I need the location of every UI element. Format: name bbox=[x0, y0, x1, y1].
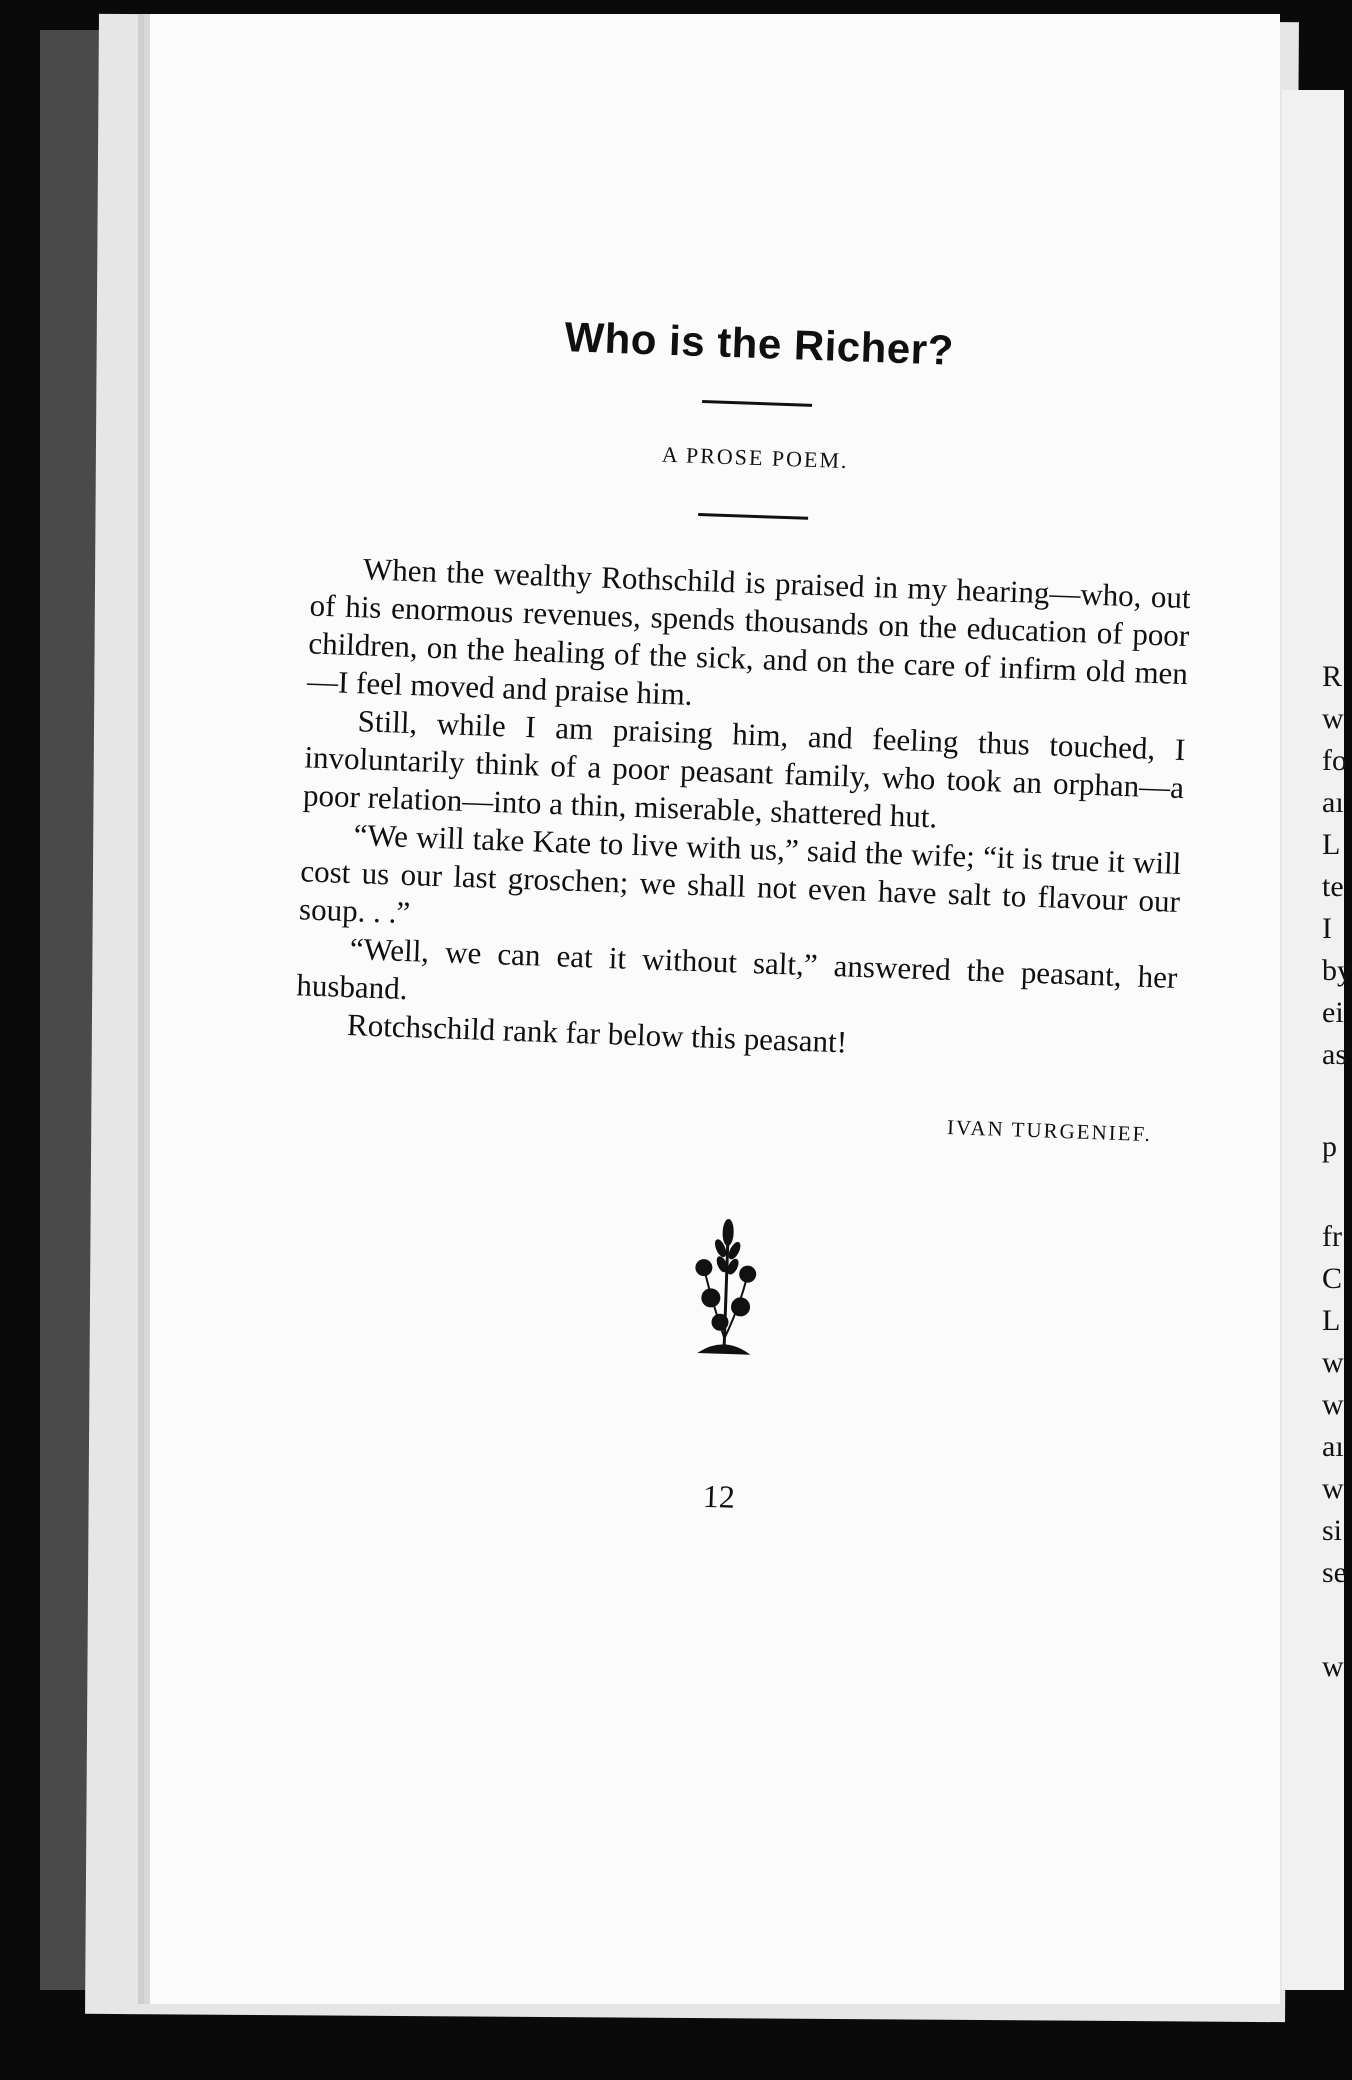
poem-paragraph: “Well, we can eat it without salt,” answered the peasant, her husband. bbox=[295, 931, 1178, 1007]
facing-page-fragment: by bbox=[1322, 954, 1352, 987]
facing-page-fragment: C bbox=[1322, 1262, 1343, 1295]
facing-page-fragment: w bbox=[1322, 702, 1344, 735]
page-number: 12 bbox=[702, 1477, 736, 1515]
facing-page-fragment: si bbox=[1322, 1514, 1343, 1547]
facing-page-fragment: ei bbox=[1322, 996, 1344, 1029]
subtitle-rule bbox=[698, 513, 808, 520]
title-rule bbox=[702, 400, 812, 407]
page-subtitle: A PROSE POEM. bbox=[661, 441, 849, 474]
poem-block bbox=[279, 305, 1200, 1531]
facing-page-fragment: w bbox=[1322, 1346, 1344, 1379]
facing-page-fragment: w bbox=[1322, 1472, 1344, 1505]
facing-page-fragment: as bbox=[1322, 1038, 1347, 1071]
facing-page-fragment: aı bbox=[1322, 786, 1344, 819]
facing-page-fragment: L bbox=[1322, 828, 1341, 861]
poem-paragraph: When the wealthy Rothschild is praised in my hearing—who, out of his enormous revenues, spends thousands on the education of poor children, on the healing of the sick, and on the care of infirm old men—I feel moved and praise him. bbox=[306, 551, 1192, 712]
wheat-flower-ornament-icon bbox=[679, 1217, 774, 1360]
facing-page-fragment: w bbox=[1322, 1650, 1344, 1683]
poem-paragraph: Still, while I am praising him, and feeling thus touched, I involuntarily think of a poor peasant family, who took an orphan—a poor relation—into a thin, miserable, shattered hut. bbox=[302, 703, 1186, 835]
facing-page-fragment: I bbox=[1322, 912, 1332, 945]
facing-page-fragment: fo bbox=[1322, 744, 1347, 777]
facing-page-fragment: p bbox=[1322, 1130, 1337, 1163]
facing-page-fragment: R bbox=[1322, 660, 1343, 693]
facing-page-fragment: aı bbox=[1322, 1430, 1344, 1463]
facing-page-fragment: te bbox=[1322, 870, 1344, 903]
page-title: Who is the Richer? bbox=[563, 313, 955, 374]
facing-page bbox=[1282, 90, 1352, 1990]
poem-paragraph: “We will take Kate to live with us,” said the wife; “it is true it will cost us our last groschen; we shall not even have salt to flavour our soup. . .” bbox=[298, 817, 1182, 931]
facing-page-fragment: fr bbox=[1322, 1220, 1342, 1253]
poem-paragraph: Rotchschild rank far below this peasant! bbox=[346, 1007, 848, 1060]
author-signature: IVAN TURGENIEF. bbox=[946, 1115, 1153, 1147]
facing-page-fragment: L bbox=[1322, 1304, 1341, 1337]
facing-page-fragment: w bbox=[1322, 1388, 1344, 1421]
poem-body bbox=[295, 548, 1192, 1072]
facing-page-fragment: se bbox=[1322, 1556, 1347, 1589]
